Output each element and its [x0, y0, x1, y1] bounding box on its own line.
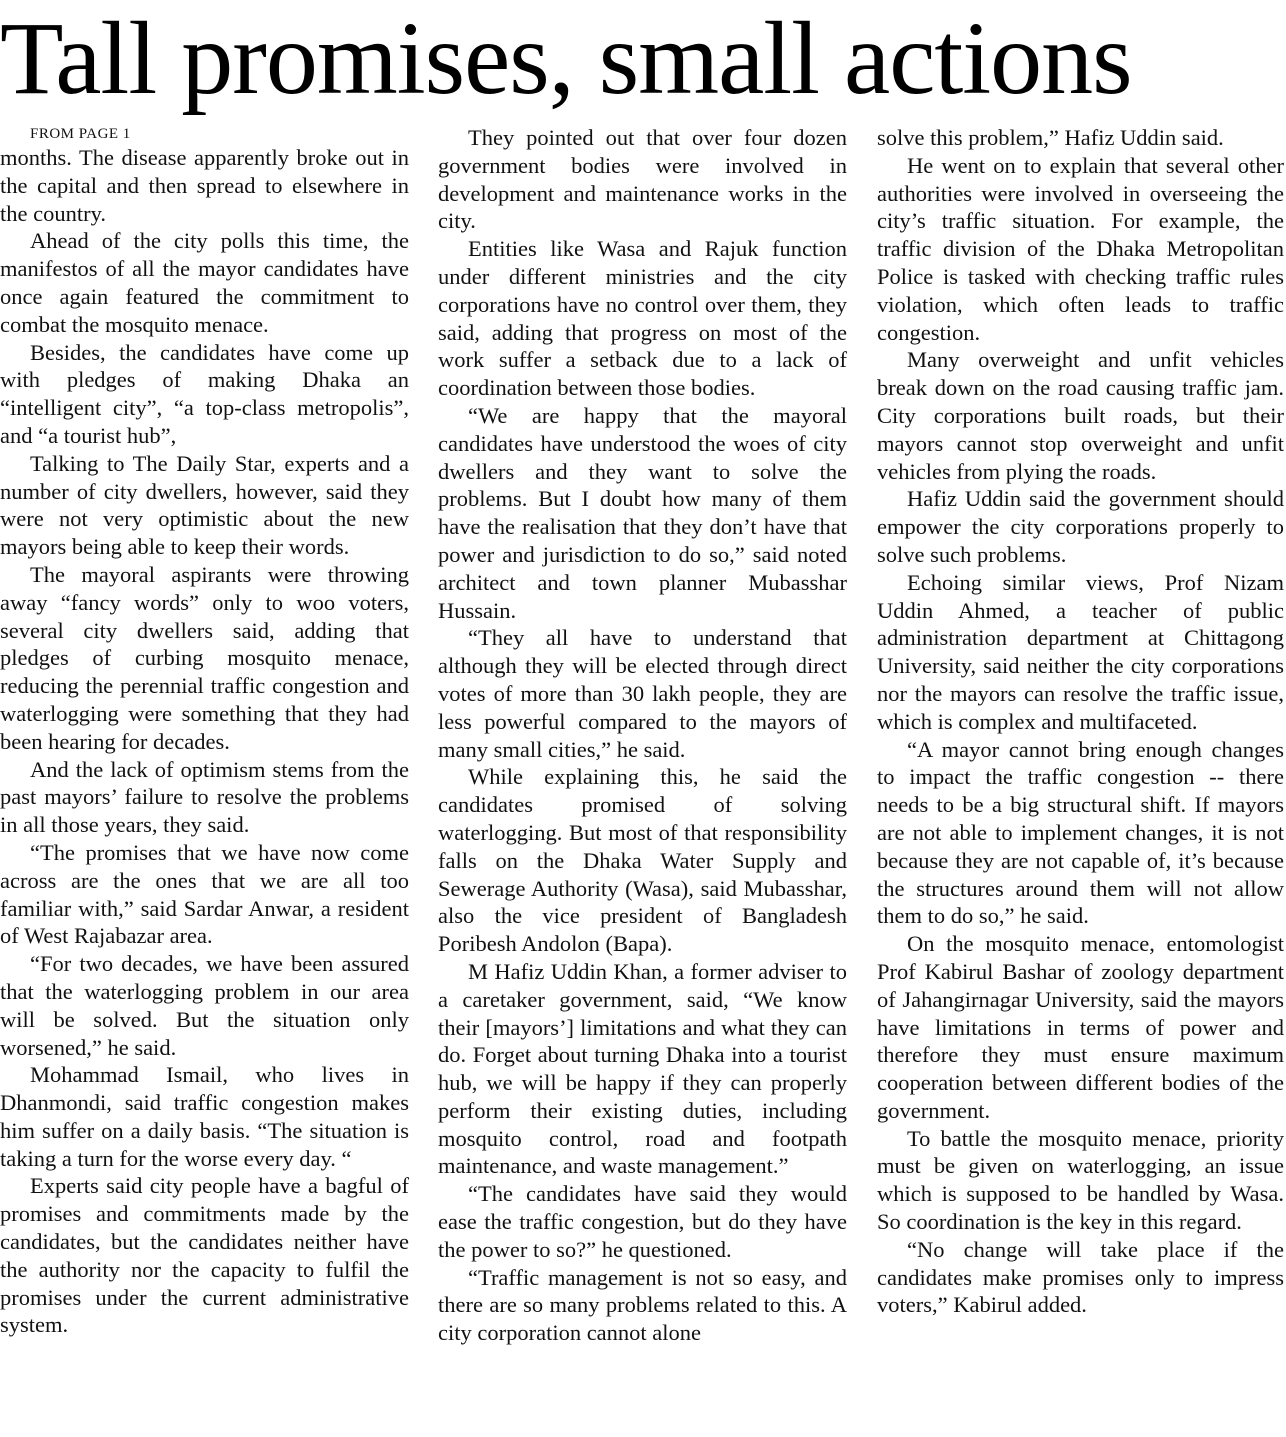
- paragraph: “The candidates have said they would ease the traffic congestion, but do they have the power to so?” he questioned.: [438, 1181, 847, 1262]
- paragraph: While explaining this, he said the candidates promised of solving waterlogging. But most of that responsibility falls on the Dhaka Water Supply and Sewerage Authority (Wasa), said Mubasshar, also the vice president of Bangladesh Poribesh Andolon (Bapa).: [438, 764, 847, 957]
- article-column-2: [438, 124, 847, 1432]
- paragraph: months. The disease apparently broke out in the capital and then spread to elsewhere in the country.: [0, 145, 409, 226]
- paragraph: “The promises that we have now come across are the ones that we are all too familiar with,” said Sardar Anwar, a resident of West Rajabazar area.: [0, 839, 409, 949]
- paragraph: M Hafiz Uddin Khan, a former adviser to a caretaker government, said, “We know their [mayors’] limitations and what they can do. Forget about turning Dhaka into a tourist hub, we will be happy if they can properly perform their existing duties, including mosquito control, road and footpath maintenance, and waste management.”: [438, 958, 847, 1179]
- paragraph: He went on to explain that several other authorities were involved in overseeing the city’s traffic situation. For example, the traffic division of the Dhaka Metropolitan Police is tasked with checking traffic rules violation, which often leads to traffic congestion.: [877, 152, 1284, 345]
- paragraph: And the lack of optimism stems from the past mayors’ failure to resolve the problems in all those years, they said.: [0, 756, 409, 838]
- paragraph: “Traffic management is not so easy, and there are so many problems related to this. A city corporation cannot alone: [438, 1264, 847, 1346]
- paragraph: “They all have to understand that although they will be elected through direct votes of more than 30 lakh people, they are less powerful compared to the mayors of many small cities,” he said.: [438, 625, 847, 762]
- paragraph: Talking to The Daily Star, experts and a number of city dwellers, however, said they were not very optimistic about the new mayors being able to keep their words.: [0, 450, 409, 560]
- paragraph: Hafiz Uddin said the government should empower the city corporations properly to solve such problems.: [877, 486, 1284, 567]
- paragraph: Many overweight and unfit vehicles break down on the road causing traffic jam. City corporations built roads, but their mayors cannot stop overweight and unfit vehicles from plying the roads.: [877, 347, 1284, 484]
- paragraph: The mayoral aspirants were throwing away “fancy words” only to woo voters, several city dwellers said, adding that pledges of curbing mosquito menace, reducing the perennial traffic congestion and waterlogging were something that they had been hearing for decades.: [0, 561, 409, 754]
- headline: Tall promises, small actions: [0, 1, 1132, 116]
- paragraph: “We are happy that the mayoral candidates have understood the woes of city dwellers and they want to solve the problems. But I doubt how many of them have the realisation that they don’t have that power and jurisdiction to do so,” said noted architect and town planner Mubasshar Hussain.: [438, 402, 847, 623]
- paragraph: Echoing similar views, Prof Nizam Uddin Ahmed, a teacher of public administration department at Chittagong University, said neither the city corporations nor the mayors can resolve the traffic issue, which is complex and multifaceted.: [877, 569, 1284, 734]
- paragraph: To battle the mosquito menace, priority must be given on waterlogging, an issue which is supposed to be handled by Wasa. So coordination is the key in this regard.: [877, 1125, 1284, 1235]
- article-column-3: [877, 124, 1284, 1432]
- paragraph: “A mayor cannot bring enough changes to impact the traffic congestion -- there needs to be a big structural shift. If mayors are not able to implement changes, it is not because they are not capable of, it’s because the structures around them will not allow them to do so,” he said.: [877, 736, 1284, 929]
- paragraph: “For two decades, we have been assured that the waterlogging problem in our area will be solved. But the situation only worsened,” he said.: [0, 951, 409, 1060]
- paragraph: Ahead of the city polls this time, the manifestos of all the mayor candidates have once again featured the commitment to combat the mosquito menace.: [0, 228, 409, 337]
- paragraph: Experts said city people have a bagful of promises and commitments made by the candidates, but the candidates neither have the authority nor the capacity to fulfil the promises under the current administrative system.: [0, 1173, 409, 1338]
- paragraph: They pointed out that over four dozen government bodies were involved in development and maintenance works in the city.: [438, 125, 847, 234]
- paragraph: solve this problem,” Hafiz Uddin said.: [877, 125, 1224, 150]
- paragraph: Mohammad Ismail, who lives in Dhanmondi, said traffic congestion makes him suffer on a daily basis. “The situation is taking a turn for the worse every day. “: [0, 1062, 409, 1171]
- paragraph: Besides, the candidates have come up with pledges of making Dhaka an “intelligent city”, “a top-class metropolis”, and “a tourist hub”,: [0, 339, 409, 448]
- jump-label: FROM PAGE 1: [30, 126, 131, 142]
- paragraph: Entities like Wasa and Rajuk function under different ministries and the city corporations have no control over them, they said, adding that progress on most of the work suffer a setback due to a lack of coordination between those bodies.: [438, 236, 847, 401]
- paragraph: “No change will take place if the candidates make promises only to impress voters,” Kabirul added.: [877, 1236, 1284, 1318]
- paragraph: On the mosquito menace, entomologist Prof Kabirul Bashar of zoology department of Jahangirnagar University, said the mayors have limitations in terms of power and therefore they must ensure maximum cooperation between different bodies of the government.: [877, 931, 1284, 1123]
- article-column-1: [0, 124, 409, 1432]
